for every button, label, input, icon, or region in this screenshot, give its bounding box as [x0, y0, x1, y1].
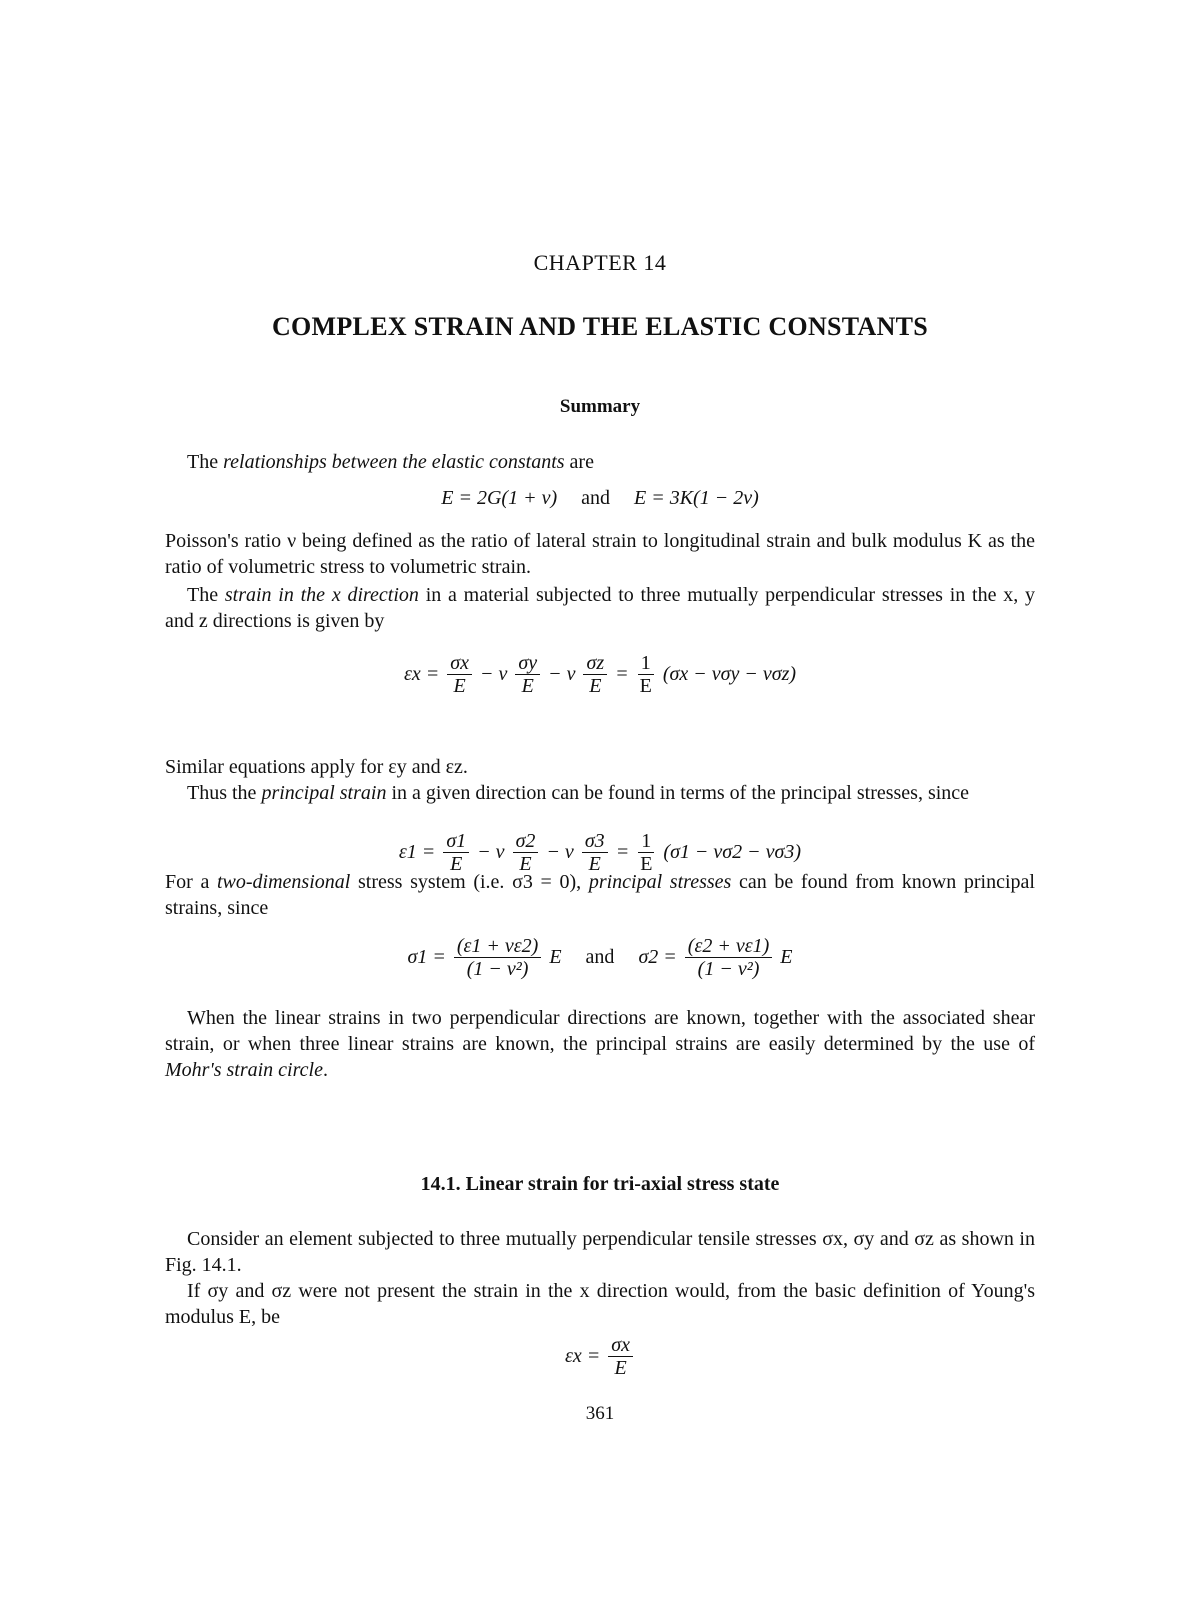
- fraction: [608, 1334, 633, 1379]
- denominator: (1 − ν²): [697, 958, 760, 980]
- denominator: E: [640, 853, 653, 875]
- equation-tail: (σ1 − νσ2 − νσ3): [663, 841, 802, 863]
- equation-lhs: σ1 =: [407, 946, 446, 968]
- fraction: [637, 652, 655, 697]
- numerator: σ2: [513, 830, 539, 853]
- equation-elastic-constants: [0, 487, 1200, 510]
- chapter-label: CHAPTER 14: [533, 250, 667, 275]
- equation-lhs: εx =: [403, 663, 440, 685]
- summary-paragraph-4: Similar equations apply for εy and εz.: [165, 756, 468, 778]
- equation-factor: E: [780, 946, 793, 968]
- equation-lhs: σ2 =: [638, 946, 677, 968]
- equation-tail: (σx − νσy − νσz): [662, 663, 797, 685]
- emphasis-mohrs-circle: Mohr's strain circle: [165, 1059, 323, 1081]
- text-run: For a: [165, 871, 217, 893]
- summary-paragraph-3: [165, 582, 1035, 634]
- numerator: σ1: [443, 830, 469, 853]
- equals-sign: =: [615, 841, 630, 863]
- page-number: 361: [585, 1403, 615, 1424]
- fraction: [583, 652, 607, 697]
- denominator: E: [614, 1357, 627, 1379]
- emphasis-principal-strain: principal strain: [261, 782, 387, 804]
- equation-conjunction: and: [581, 487, 610, 509]
- equation-conjunction: and: [585, 946, 615, 968]
- fraction: [685, 935, 772, 980]
- numerator: σx: [447, 652, 472, 675]
- summary-paragraph-2: Poisson's ratio ν being defined as the ratio of lateral strain to longitudinal strain and bulk modulus K as the ratio of volumetric stress to volumetric strain.: [165, 530, 1035, 578]
- text-run: in a material subjected to three mutually perpendicular stresses in the x, y and z directions is given by: [165, 584, 1036, 632]
- emphasis-two-dimensional: two-dimensional: [217, 871, 351, 893]
- numerator: 1: [638, 830, 654, 853]
- operator: − ν: [546, 841, 574, 863]
- denominator: E: [588, 853, 601, 875]
- text-run: can be found from known principal strains, since: [165, 871, 1035, 919]
- numerator: σy: [515, 652, 540, 675]
- summary-heading: Summary: [559, 396, 641, 417]
- operator: − ν: [479, 663, 508, 685]
- denominator: E: [450, 853, 463, 875]
- fraction: [454, 935, 541, 980]
- equation-lhs: ε1 =: [398, 841, 436, 863]
- equals-sign: =: [615, 663, 629, 685]
- numerator: 1: [638, 652, 654, 675]
- emphasis-relationships: relationships between the elastic constants: [223, 451, 565, 473]
- equation-factor: E: [549, 946, 562, 968]
- numerator: σz: [583, 652, 607, 675]
- equation-young-shear: E = 2G(1 + ν): [441, 487, 558, 509]
- section-paragraph-2: If σy and σz were not present the strain in the x direction would, from the basic definition of Young's modulus E, be: [165, 1280, 1035, 1328]
- denominator: (1 − ν²): [466, 958, 529, 980]
- equation-young-bulk: E = 3K(1 − 2ν): [634, 487, 759, 509]
- numerator: σx: [608, 1334, 633, 1357]
- operator: − ν: [477, 841, 505, 863]
- denominator: E: [521, 675, 534, 697]
- equation-principal-stresses: [0, 935, 1200, 980]
- emphasis-principal-stresses: principal stresses: [588, 871, 732, 893]
- text-run: are: [564, 451, 594, 473]
- equation-uniaxial-strain: [0, 1334, 1200, 1379]
- summary-paragraph-7: [165, 1005, 1035, 1083]
- equation-strain-x: [0, 652, 1200, 697]
- section-heading: 14.1. Linear strain for tri-axial stress state: [420, 1173, 780, 1195]
- numerator: (ε1 + νε2): [454, 935, 541, 958]
- fraction: [515, 652, 540, 697]
- denominator: E: [519, 853, 532, 875]
- summary-paragraph-5: [165, 780, 1035, 806]
- chapter-title: COMPLEX STRAIN AND THE ELASTIC CONSTANTS: [271, 312, 929, 341]
- text-run: The: [187, 451, 224, 473]
- numerator: σ3: [582, 830, 608, 853]
- summary-paragraph-6: [165, 869, 1035, 921]
- text-run: .: [322, 1059, 328, 1081]
- section-paragraph-1: Consider an element subjected to three mutually perpendicular tensile stresses σx, σy and σz as shown in Fig. 14.1.: [165, 1228, 1035, 1276]
- denominator: E: [453, 675, 466, 697]
- summary-paragraph-1: [165, 449, 1035, 475]
- emphasis-strain-x: strain in the x direction: [224, 584, 419, 606]
- equation-lhs: εx =: [564, 1345, 601, 1367]
- operator: − ν: [548, 663, 576, 685]
- text-run: in a given direction can be found in terms of the principal stresses, since: [386, 782, 970, 804]
- text-run: stress system (i.e. σ3 = 0),: [350, 871, 589, 893]
- fraction: [447, 652, 472, 697]
- text-run: The: [187, 584, 225, 606]
- denominator: E: [639, 675, 652, 697]
- numerator: (ε2 + νε1): [685, 935, 772, 958]
- denominator: E: [589, 675, 602, 697]
- text-run: Thus the: [187, 782, 262, 804]
- text-run: When the linear strains in two perpendicular directions are known, together with the associated shear strain, or when three linear strains are known, the principal strains are easily determined by the use of: [165, 1007, 1035, 1055]
